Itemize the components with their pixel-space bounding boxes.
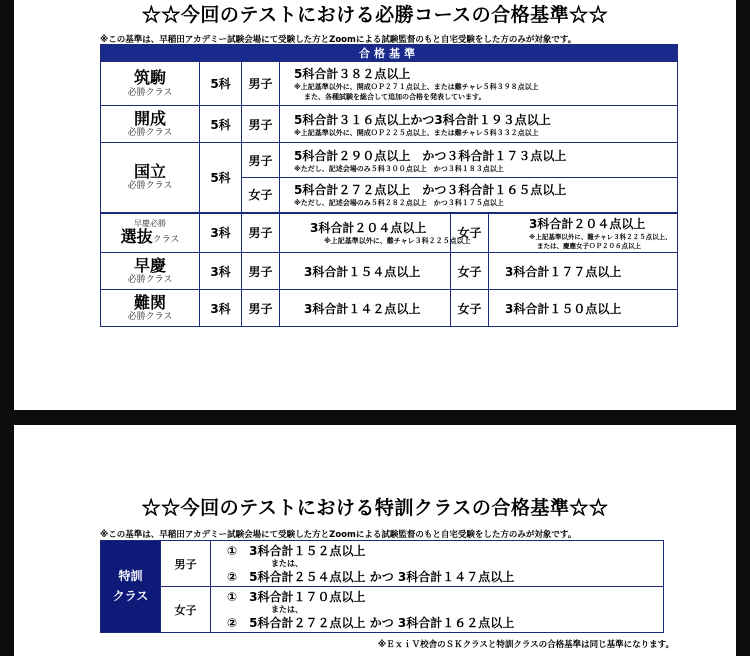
gender-label: 男子 — [161, 541, 211, 587]
criteria-main: 5科合計３１６点以上かつ3科合計１９３点以上 — [294, 112, 551, 127]
class-label-line: クラス — [112, 588, 149, 603]
criteria-main: 5科合計２７２点以上 かつ３科合計１６５点以上 — [294, 183, 567, 198]
school-cell — [101, 213, 200, 253]
gender-label: 女子 — [451, 213, 489, 253]
criteria-option-2: ② 5科合計２７２点以上 かつ 3科合計１６２点以上 — [227, 616, 515, 630]
school-name: 選抜 — [120, 227, 153, 247]
class-label: 必勝クラス — [127, 87, 173, 98]
criteria-note: ※上記基準以外に、難チャレ３科２２５点以上、 — [529, 233, 672, 242]
criteria-note: または、慶應女子ＯＰ２０６点以上 — [537, 242, 641, 251]
gender-label: 男子 — [242, 253, 280, 290]
school-name: 早慶 — [133, 255, 166, 275]
criteria-option-2: ② 5科合計２５４点以上 かつ 3科合計１４７点以上 — [227, 570, 515, 584]
criteria-note: ※ただし、記述会場のみ５科２８２点以上 かつ３科１７５点以上 — [294, 199, 504, 208]
table-row — [101, 253, 678, 290]
subject-count: 3科 — [200, 213, 242, 253]
criteria-note: ※上記基準以外に、開成ＯＰ２７１点以上、または難チャレ５科３９８点以上 — [294, 83, 539, 91]
criteria-cell — [211, 541, 664, 587]
criteria-main: 3科合計１７７点以上 — [489, 253, 678, 290]
footnote: ※ＥｘｉＶ校舎のＳＫクラスと特訓クラスの合格基準は同じ基準になります。 — [377, 640, 674, 650]
table-row — [101, 106, 678, 143]
class-label: 必勝クラス — [127, 312, 173, 323]
table-row — [101, 213, 678, 253]
hissho-criteria-table — [100, 44, 678, 327]
criteria-cell — [489, 213, 678, 253]
criteria-cell — [280, 143, 678, 178]
school-cell — [101, 290, 200, 327]
subject-count: 5科 — [200, 106, 242, 143]
subject-count: 3科 — [200, 253, 242, 290]
page-title: ☆☆今回のテストにおける必勝コースの合格基準☆☆ — [141, 4, 609, 26]
school-cell — [101, 62, 200, 106]
subject-count: 5科 — [200, 62, 242, 106]
table-row — [101, 541, 664, 587]
criteria-option-1: ① 3科合計１５２点以上 — [227, 544, 366, 558]
school-cell — [101, 253, 200, 290]
table-row — [101, 587, 664, 633]
gender-label: 女子 — [242, 178, 280, 213]
class-label-cell — [101, 541, 161, 633]
subject-count: 3科 — [200, 290, 242, 327]
criteria-main: 5科合計３８２点以上 — [294, 67, 411, 81]
criteria-option-1: ① 3科合計１７０点以上 — [227, 590, 366, 604]
school-name: 国立 — [133, 161, 166, 181]
class-label: クラス — [152, 235, 180, 246]
criteria-cell — [280, 106, 678, 143]
criteria-main: 3科合計２０４点以上 — [529, 217, 646, 232]
document-page-1 — [14, 0, 736, 410]
eligibility-note: ※この基準は、早稲田アカデミー試験会場にて受験した方とZoomによる試験監督のもと自宅受験をした方のみが対象です。 — [100, 530, 577, 540]
table-header: 合格基準 — [101, 45, 678, 62]
criteria-main: 3科合計２０４点以上 — [310, 221, 427, 236]
eligibility-note: ※この基準は、早稲田アカデミー試験会場にて受験した方とZoomによる試験監督のもと自宅受験をした方のみが対象です。 — [100, 35, 577, 45]
subject-count: 5科 — [200, 143, 242, 213]
criteria-main: 5科合計２９０点以上 かつ３科合計１７３点以上 — [294, 148, 567, 163]
school-cell — [101, 106, 200, 143]
table-row — [101, 290, 678, 327]
or-label: または、 — [271, 559, 303, 568]
gender-label: 男子 — [242, 290, 280, 327]
gender-label: 男子 — [242, 143, 280, 178]
school-name: 筑駒 — [133, 68, 166, 88]
class-label: 必勝クラス — [127, 275, 173, 286]
school-name: 難関 — [133, 292, 166, 312]
table-row — [101, 62, 678, 106]
school-cell — [101, 143, 200, 213]
tokkun-criteria-table — [100, 540, 664, 633]
criteria-note: ※ただし、記述会場のみ５科３００点以上 かつ３科１８３点以上 — [294, 164, 504, 173]
class-label: 必勝クラス — [127, 128, 173, 139]
criteria-cell — [211, 587, 664, 633]
class-label-line: 特訓 — [118, 569, 143, 584]
document-page-2 — [14, 425, 736, 656]
criteria-cell — [280, 178, 678, 213]
criteria-note: ※上記基準以外に、開成ＯＰ２２５点以上、または難チャレ５科３３２点以上 — [294, 128, 539, 137]
gender-label: 女子 — [161, 587, 211, 633]
gender-label: 男子 — [242, 106, 280, 143]
criteria-cell — [280, 62, 678, 106]
course-label: 早慶必勝 — [134, 218, 166, 228]
page-title: ☆☆今回のテストにおける特訓クラスの合格基準☆☆ — [141, 497, 609, 519]
gender-label: 女子 — [451, 253, 489, 290]
criteria-main: 3科合計１５４点以上 — [280, 253, 451, 290]
class-label: 必勝クラス — [127, 181, 173, 192]
gender-label: 男子 — [242, 62, 280, 106]
or-label: または、 — [271, 605, 303, 614]
criteria-main: 3科合計１５０点以上 — [489, 290, 678, 327]
school-name: 開成 — [133, 108, 166, 128]
criteria-note: ※上記基準以外に、難チャレ３科２２５点以上 — [324, 237, 471, 246]
criteria-note: また、各種試験を総合して追加の合格を発表しています。 — [304, 93, 486, 101]
gender-label: 女子 — [451, 290, 489, 327]
table-row — [101, 143, 678, 178]
criteria-main: 3科合計１４２点以上 — [280, 290, 451, 327]
gender-label: 男子 — [242, 213, 280, 253]
